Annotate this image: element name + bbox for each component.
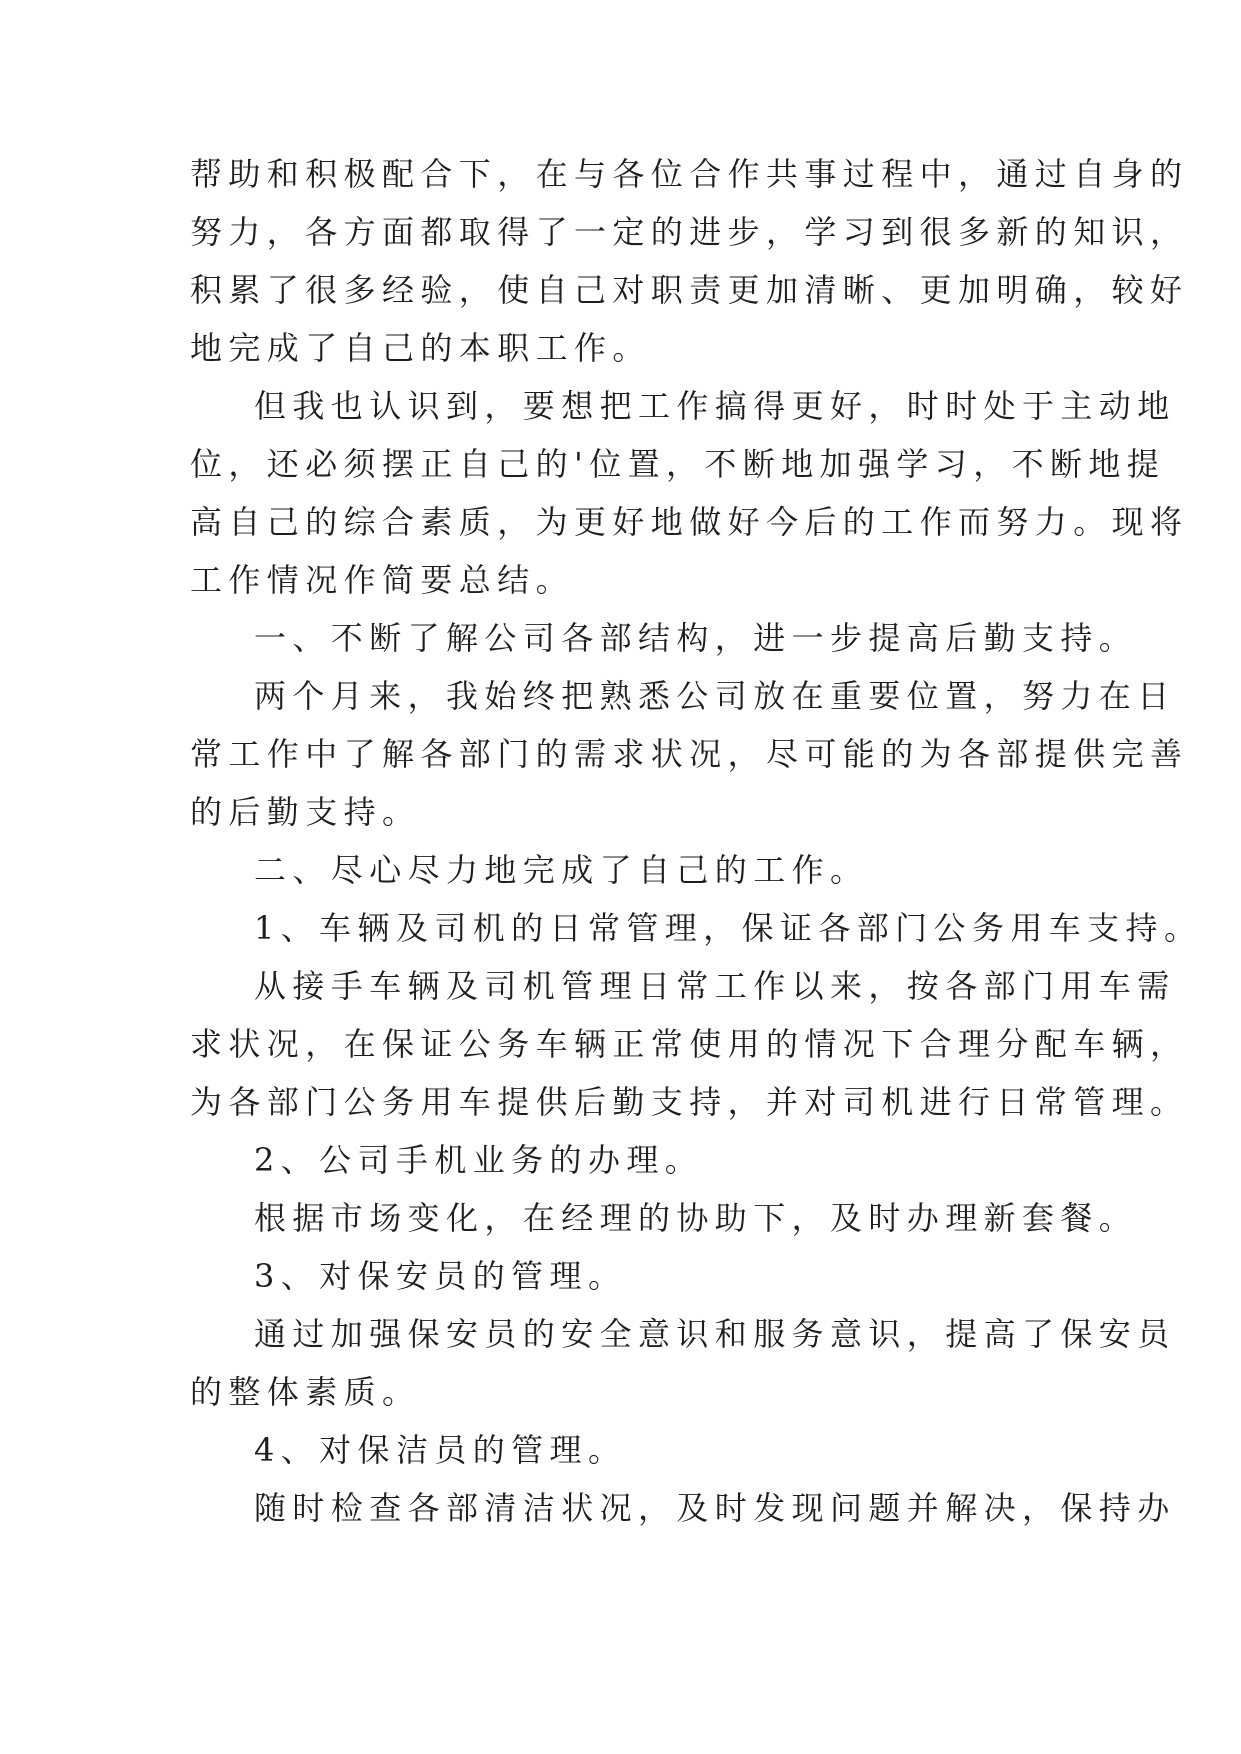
text-line: 高自己的综合素质，为更好地做好今后的工作而努力。现将 [190,503,1189,541]
text-line: 努力，各方面都取得了一定的进步，学习到很多新的知识， [190,213,1189,251]
section-heading-2: 二、尽心尽力地完成了自己的工作。 [254,851,869,889]
item-heading-2: 2、公司手机业务的办理。 [254,1141,704,1179]
text-line: 帮助和积极配合下，在与各位合作共事过程中，通过自身的 [190,155,1189,193]
section-heading-1: 一、不断了解公司各部结构，进一步提高后勤支持。 [254,619,1138,657]
item-heading-3: 3、对保安员的管理。 [254,1257,627,1295]
text-line: 的后勤支持。 [190,793,421,831]
text-line: 工作情况作简要总结。 [190,561,575,599]
paragraph-start-line: 根据市场变化，在经理的协助下，及时办理新套餐。 [254,1199,1138,1237]
paragraph-start-line: 但我也认识到，要想把工作搞得更好，时时处于主动地 [254,387,1176,425]
paragraph-start-line: 通过加强保安员的安全意识和服务意识，提高了保安员 [254,1315,1176,1353]
text-line: 地完成了自己的本职工作。 [190,329,651,367]
text-line: 常工作中了解各部门的需求状况，尽可能的为各部提供完善 [190,735,1189,773]
paragraph-start-line: 两个月来，我始终把熟悉公司放在重要位置，努力在日 [254,677,1176,715]
paragraph-start-line: 随时检查各部清洁状况，及时发现问题并解决，保持办 [254,1489,1176,1527]
text-line: 位，还必须摆正自己的'位置，不断地加强学习，不断地提 [190,445,1166,483]
text-line: 为各部门公务用车提供后勤支持，并对司机进行日常管理。 [190,1083,1189,1121]
paragraph-start-line: 从接手车辆及司机管理日常工作以来，按各部门用车需 [254,967,1176,1005]
item-heading-4: 4、对保洁员的管理。 [254,1431,627,1469]
text-line: 积累了很多经验，使自己对职责更加清晰、更加明确，较好 [190,271,1189,309]
text-line: 的整体素质。 [190,1373,421,1411]
text-line: 求状况，在保证公务车辆正常使用的情况下合理分配车辆， [190,1025,1189,1063]
item-heading-1: 1、车辆及司机的日常管理，保证各部门公务用车支持。 [254,909,1203,947]
